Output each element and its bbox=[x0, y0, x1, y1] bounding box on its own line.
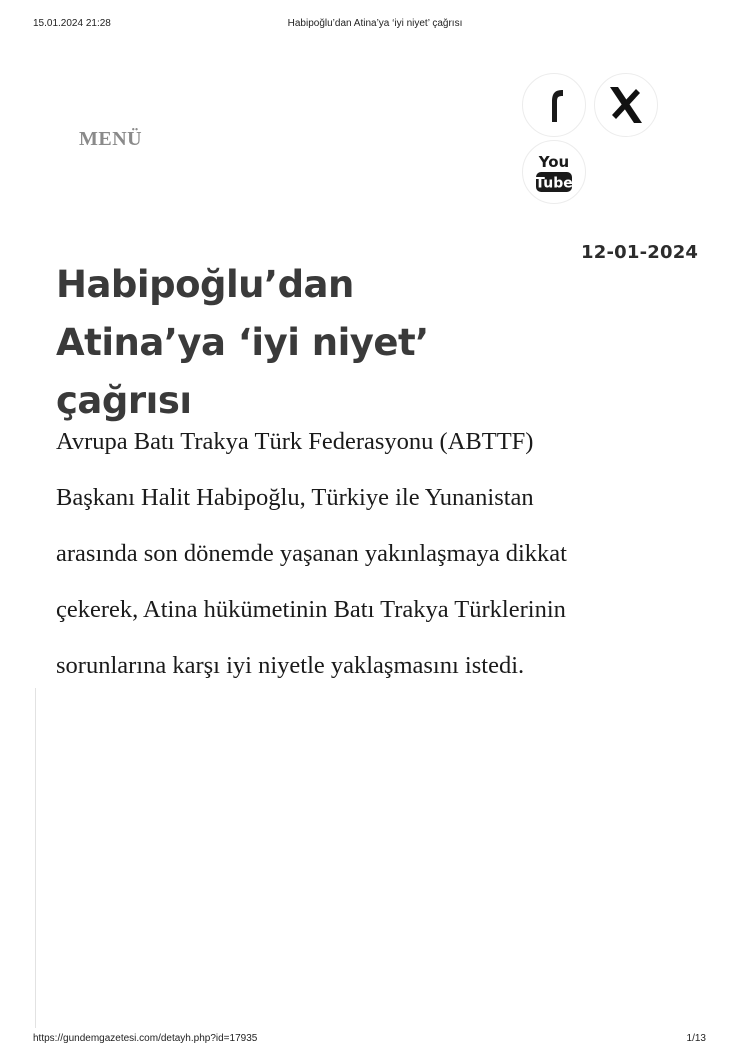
youtube-link[interactable] bbox=[522, 140, 586, 204]
body-line: çekerek, Atina hükümetinin Batı Trakya Türklerinin bbox=[56, 596, 566, 623]
print-page-number: 1/13 bbox=[686, 1033, 706, 1044]
youtube-top-text: You bbox=[538, 153, 570, 171]
menu-button[interactable]: MENÜ bbox=[79, 128, 143, 150]
article-date: 12-01-2024 bbox=[581, 242, 699, 263]
title-line-1: Habipoğlu’dan bbox=[56, 263, 354, 306]
x-link[interactable] bbox=[594, 73, 658, 137]
facebook-icon bbox=[539, 88, 569, 122]
youtube-icon bbox=[534, 150, 574, 194]
body-line: Başkanı Halit Habipoğlu, Türkiye ile Yunanistan bbox=[56, 484, 534, 511]
body-line: sorunlarına karşı iyi niyetle yaklaşmasını istedi. bbox=[56, 652, 525, 679]
body-line: arasında son dönemde yaşanan yakınlaşmaya dikkat bbox=[56, 540, 567, 567]
youtube-bottom-text: Tube bbox=[535, 175, 573, 192]
print-url: https://gundemgazetesi.com/detayh.php?id=17935 bbox=[33, 1033, 258, 1044]
article-body bbox=[56, 414, 716, 694]
print-page-title: Habipoğlu’dan Atina’ya ‘iyi niyet’ çağrısı bbox=[287, 18, 463, 29]
body-line: Avrupa Batı Trakya Türk Federasyonu (ABTTF) bbox=[56, 428, 534, 455]
facebook-link[interactable] bbox=[522, 73, 586, 137]
article-title bbox=[56, 256, 576, 430]
x-icon bbox=[606, 85, 646, 125]
print-datetime: 15.01.2024 21:28 bbox=[33, 18, 111, 29]
title-line-2: Atina’ya ‘iyi niyet’ çağrısı bbox=[56, 321, 429, 422]
divider-line bbox=[35, 688, 36, 1028]
